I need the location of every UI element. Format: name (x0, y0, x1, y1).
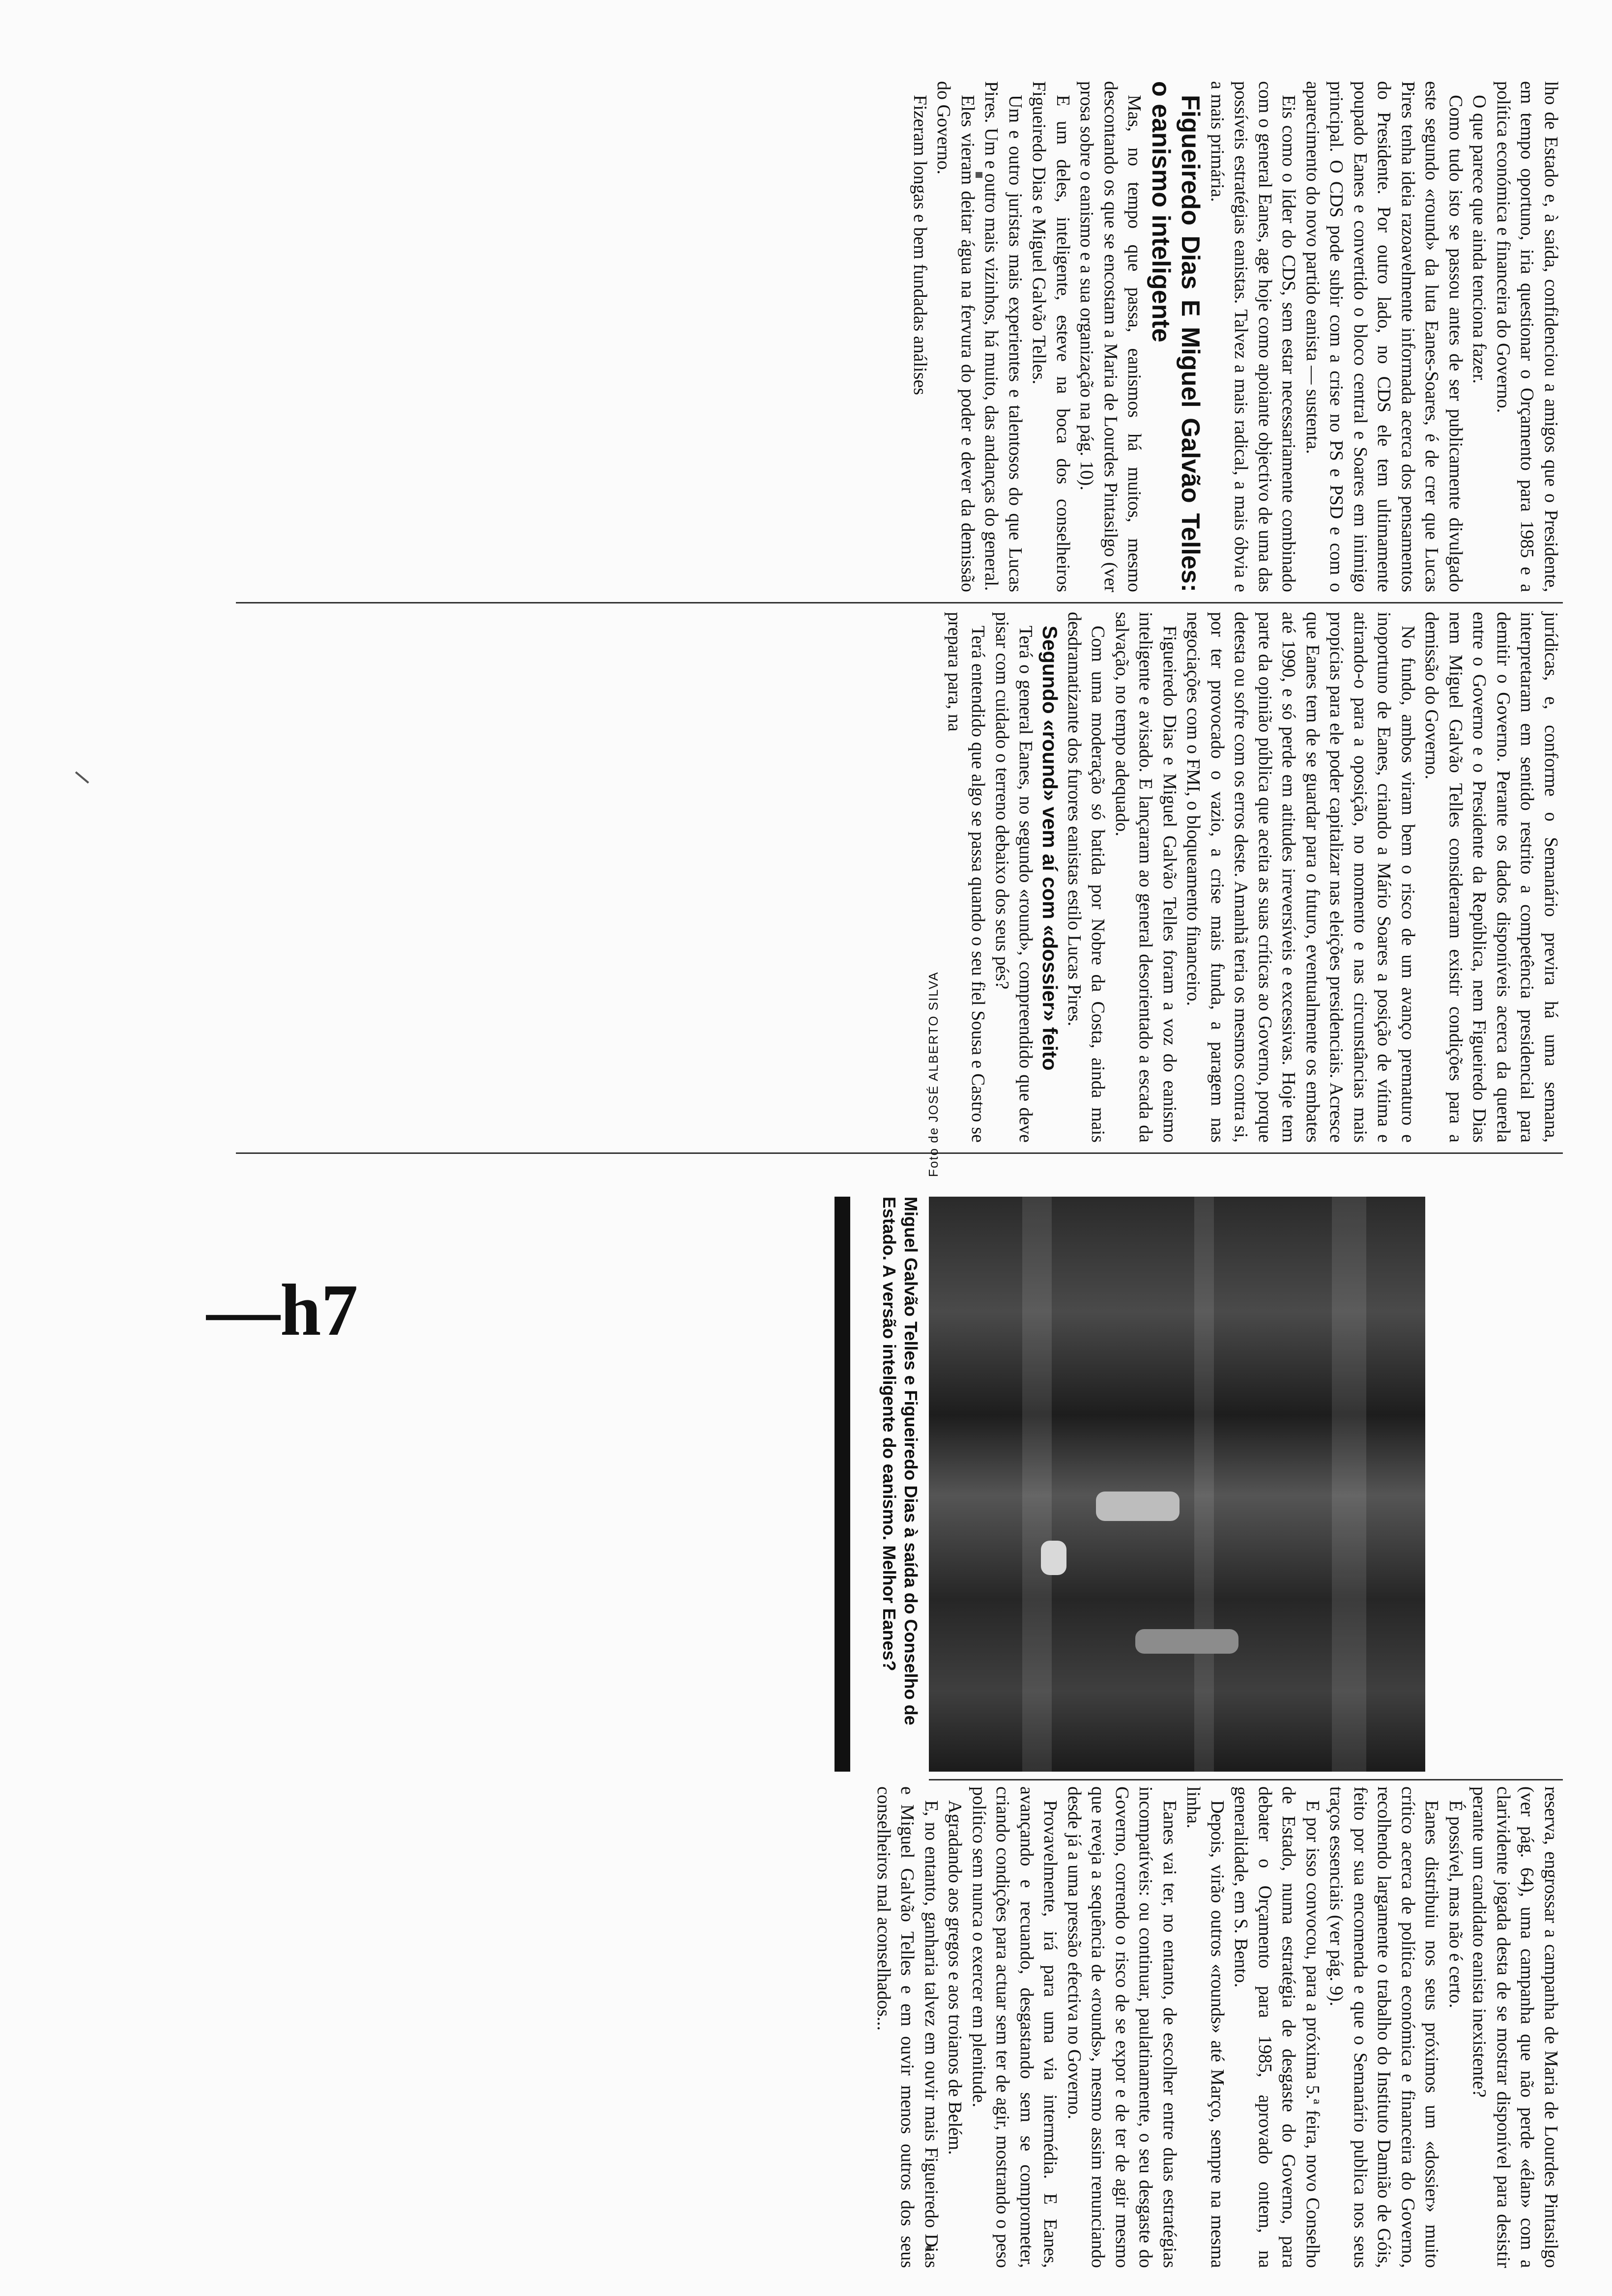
column-divider (236, 602, 1563, 603)
photo-figure (1096, 1492, 1180, 1521)
column-divider (929, 1779, 1563, 1780)
paragraph: Eanes distribuiu nos seus próximos um «dossier» muito crítico acerca de política económica e financeira do Governo, recolhendo largamente o trabalho do Instituto Damião de Góis, feito por sua encomenda e que o Semanário publica nos seus traços essenciais (ver pág. 9). (1326, 1786, 1442, 2268)
subheading: Segundo «round» vem aí com «dossier» feito (1038, 626, 1062, 1071)
paragraph: Eles vieram deitar água na fervura do poder e dever da demissão do Governo. (933, 81, 978, 592)
photo-caption: Miguel Galvão Telles e Figueiredo Dias à saída do Conselho de Estado. A versão inteligente do eanismo. Melhor Eanes? (879, 1197, 921, 1725)
paragraph: Mas, no tempo que passa, eanismos há muitos, mesmo descontando os que se encostam a Maria de Lourdes Pintasilgo (ver prosa sobre o eanismo e a sua organização na pág. 10). (1076, 81, 1145, 592)
paragraph: jurídicas, e, conforme o Semanário previra há uma semana, interpretaram em sentido restrito a competência presidencial para demitir o Governo. Perante os dados disponíveis acerca da querela entre o Governo e o Presidente da República, nem Figueiredo Dias nem Miguel Galvão Telles consideraram existir condições para a demissão do Governo. (1421, 612, 1561, 1143)
article-column-1 (908, 81, 1563, 592)
paragraph: Figueiredo Dias e Miguel Galvão Telles foram a voz do eanismo inteligente e avisado. E lançaram ao general desorientado a escada da salvação, no tempo adequado. (1112, 612, 1180, 1143)
paragraph: Com uma moderação só batida por Nobre da Costa, ainda mais desdramatizante dos furores eanistas estilo Lucas Pires. (1064, 612, 1109, 1143)
paragraph: Provavelmente, irá para uma via intermédia. E Eanes, avançando e recuando, desgastando sem se comprometer, criando condições para actuar sem ter de agir, mostrando o peso político sem nunca o exercer em plenitude. (969, 1786, 1061, 2268)
paragraph: Eis como o líder do CDS, sem estar necessariamente combinado com o general Eanes, age hoje como apoiante objectivo de uma das possíveis estratégias eanistas. Talvez a mais radical, a mais óbvia e a mais primária. (1207, 81, 1299, 592)
news-photo (929, 1197, 1425, 1772)
section-heading: Figueiredo Dias E Miguel Galvão Telles: o eanismo inteligente (1147, 81, 1205, 592)
article-column-2 (943, 612, 1563, 1143)
handwritten-page-mark: —h7 (206, 1269, 358, 1351)
paragraph: reserva, engrossar a campanha de Maria de Lourdes Pintasilgo (ver pág. 64), uma campanha que não perde «élan» com a clarividente jogada desta de se mostrar disponível para desistir perante um candidato eanista inexistente? (1469, 1786, 1561, 2268)
paragraph: Como tudo isto se passou antes de ser publicamente divulgado este segundo «round» da luta Eanes-Soares, é de crer que Lucas Pires tenha ideia razoavelmente informada acerca dos pensamentos do Presidente. Por outro lado, no CDS ele tem ultimamente poupado Eanes e convertido o bloco central e Soares em inimigo principal. O CDS pode subir com a crise no PS e PSD e com o aparecimento do novo partido eanista — sustenta. (1302, 81, 1466, 592)
paragraph: lho de Estado e, à saída, confidenciou a amigos que o Presidente, em tempo oportuno, iria questionar o Orçamento para 1985 e a política económica e financeira do Governo. (1493, 81, 1561, 592)
paragraph: Depois, virão outros «rounds» até Março, sempre na mesma linha. (1183, 1786, 1228, 2268)
caption-bar (835, 1197, 850, 1772)
photo-highlight (1041, 1541, 1066, 1575)
article-sheet (236, 81, 1563, 2268)
paragraph: É possível, mas não é certo. (1445, 1800, 1466, 2009)
paragraph: Agradando aos gregos e aos troianos de Belém. (945, 1800, 966, 2155)
photo-credit: Foto de JOSÉ ALBERTO SILVA (926, 971, 941, 1177)
paragraph: Um e outro juristas mais experientes e talentosos do que Lucas Pires. Um e outro mais vizinhos, há muito, das andanças do general. (981, 81, 1026, 592)
paragraph: Terá entendido que algo se passa quando o seu fiel Sousa e Castro se prepara para, na (944, 612, 989, 1143)
article-column-3 (872, 1786, 1563, 2268)
paragraph: Eanes vai ter, no entanto, de escolher entre duas estratégias incompatíveis: ou continuar, paulatinamente, o seu desgaste do Governo, correndo o risco de se expor e de ter de agir mesmo que reveja a sequência de «rounds», mesmo assim renunciando desde já a uma pressão efectiva no Governo. (1064, 1786, 1180, 2268)
paragraph: E um deles, inteligente, esteve na boca dos conselheiros Figueiredo Dias e Miguel Galvão Telles. (1029, 81, 1073, 592)
column-divider (236, 1152, 1563, 1154)
paragraph: E por isso convocou, para a próxima 5.ª feira, novo Conselho de Estado, numa estratégia de desgaste do Governo, para debater o Orçamento para 1985, aprovado ontem, na generalidade, em S. Bento. (1231, 1786, 1323, 2268)
paragraph: O que parece que ainda tenciona fazer. (1469, 95, 1490, 384)
photo-figure (1135, 1629, 1238, 1654)
paragraph: Fizeram longas e bem fundadas análises (910, 95, 930, 395)
paragraph: E, no entanto, ganharia talvez em ouvir mais Figueiredo Dias e Miguel Galvão Telles e em ouvir menos outros dos seus conselheiros mal aconselhados... (873, 1786, 942, 2268)
scan-speck (75, 772, 89, 784)
paragraph: Terá o general Eanes, no segundo «round», compreendido que deve pisar com cuidado o terreno debaixo dos seus pés? (992, 612, 1036, 1143)
paragraph: No fundo, ambos viram bem o risco de um avanço prematuro e inoportuno de Eanes, criando a Mário Soares a posição de vítima e atirando-o para a oposição, no momento e nas circunstâncias mais propícias para ele poder capitalizar nas eleições presidenciais. Acresce que Eanes tem de se guardar para o futuro, eventualmente os embates até 1990, e só perde em atitudes irreversíveis e excessivas. Hoje tem parte da opinião pública que aceita as suas críticas ao Governo, porque detesta ou sofre com os erros deste. Amanhã teria os mesmos contra si, por ter provocado o vazio, a crise mais funda, a paragem nas negociações com o FMI, o bloqueamento financeiro. (1183, 612, 1418, 1143)
